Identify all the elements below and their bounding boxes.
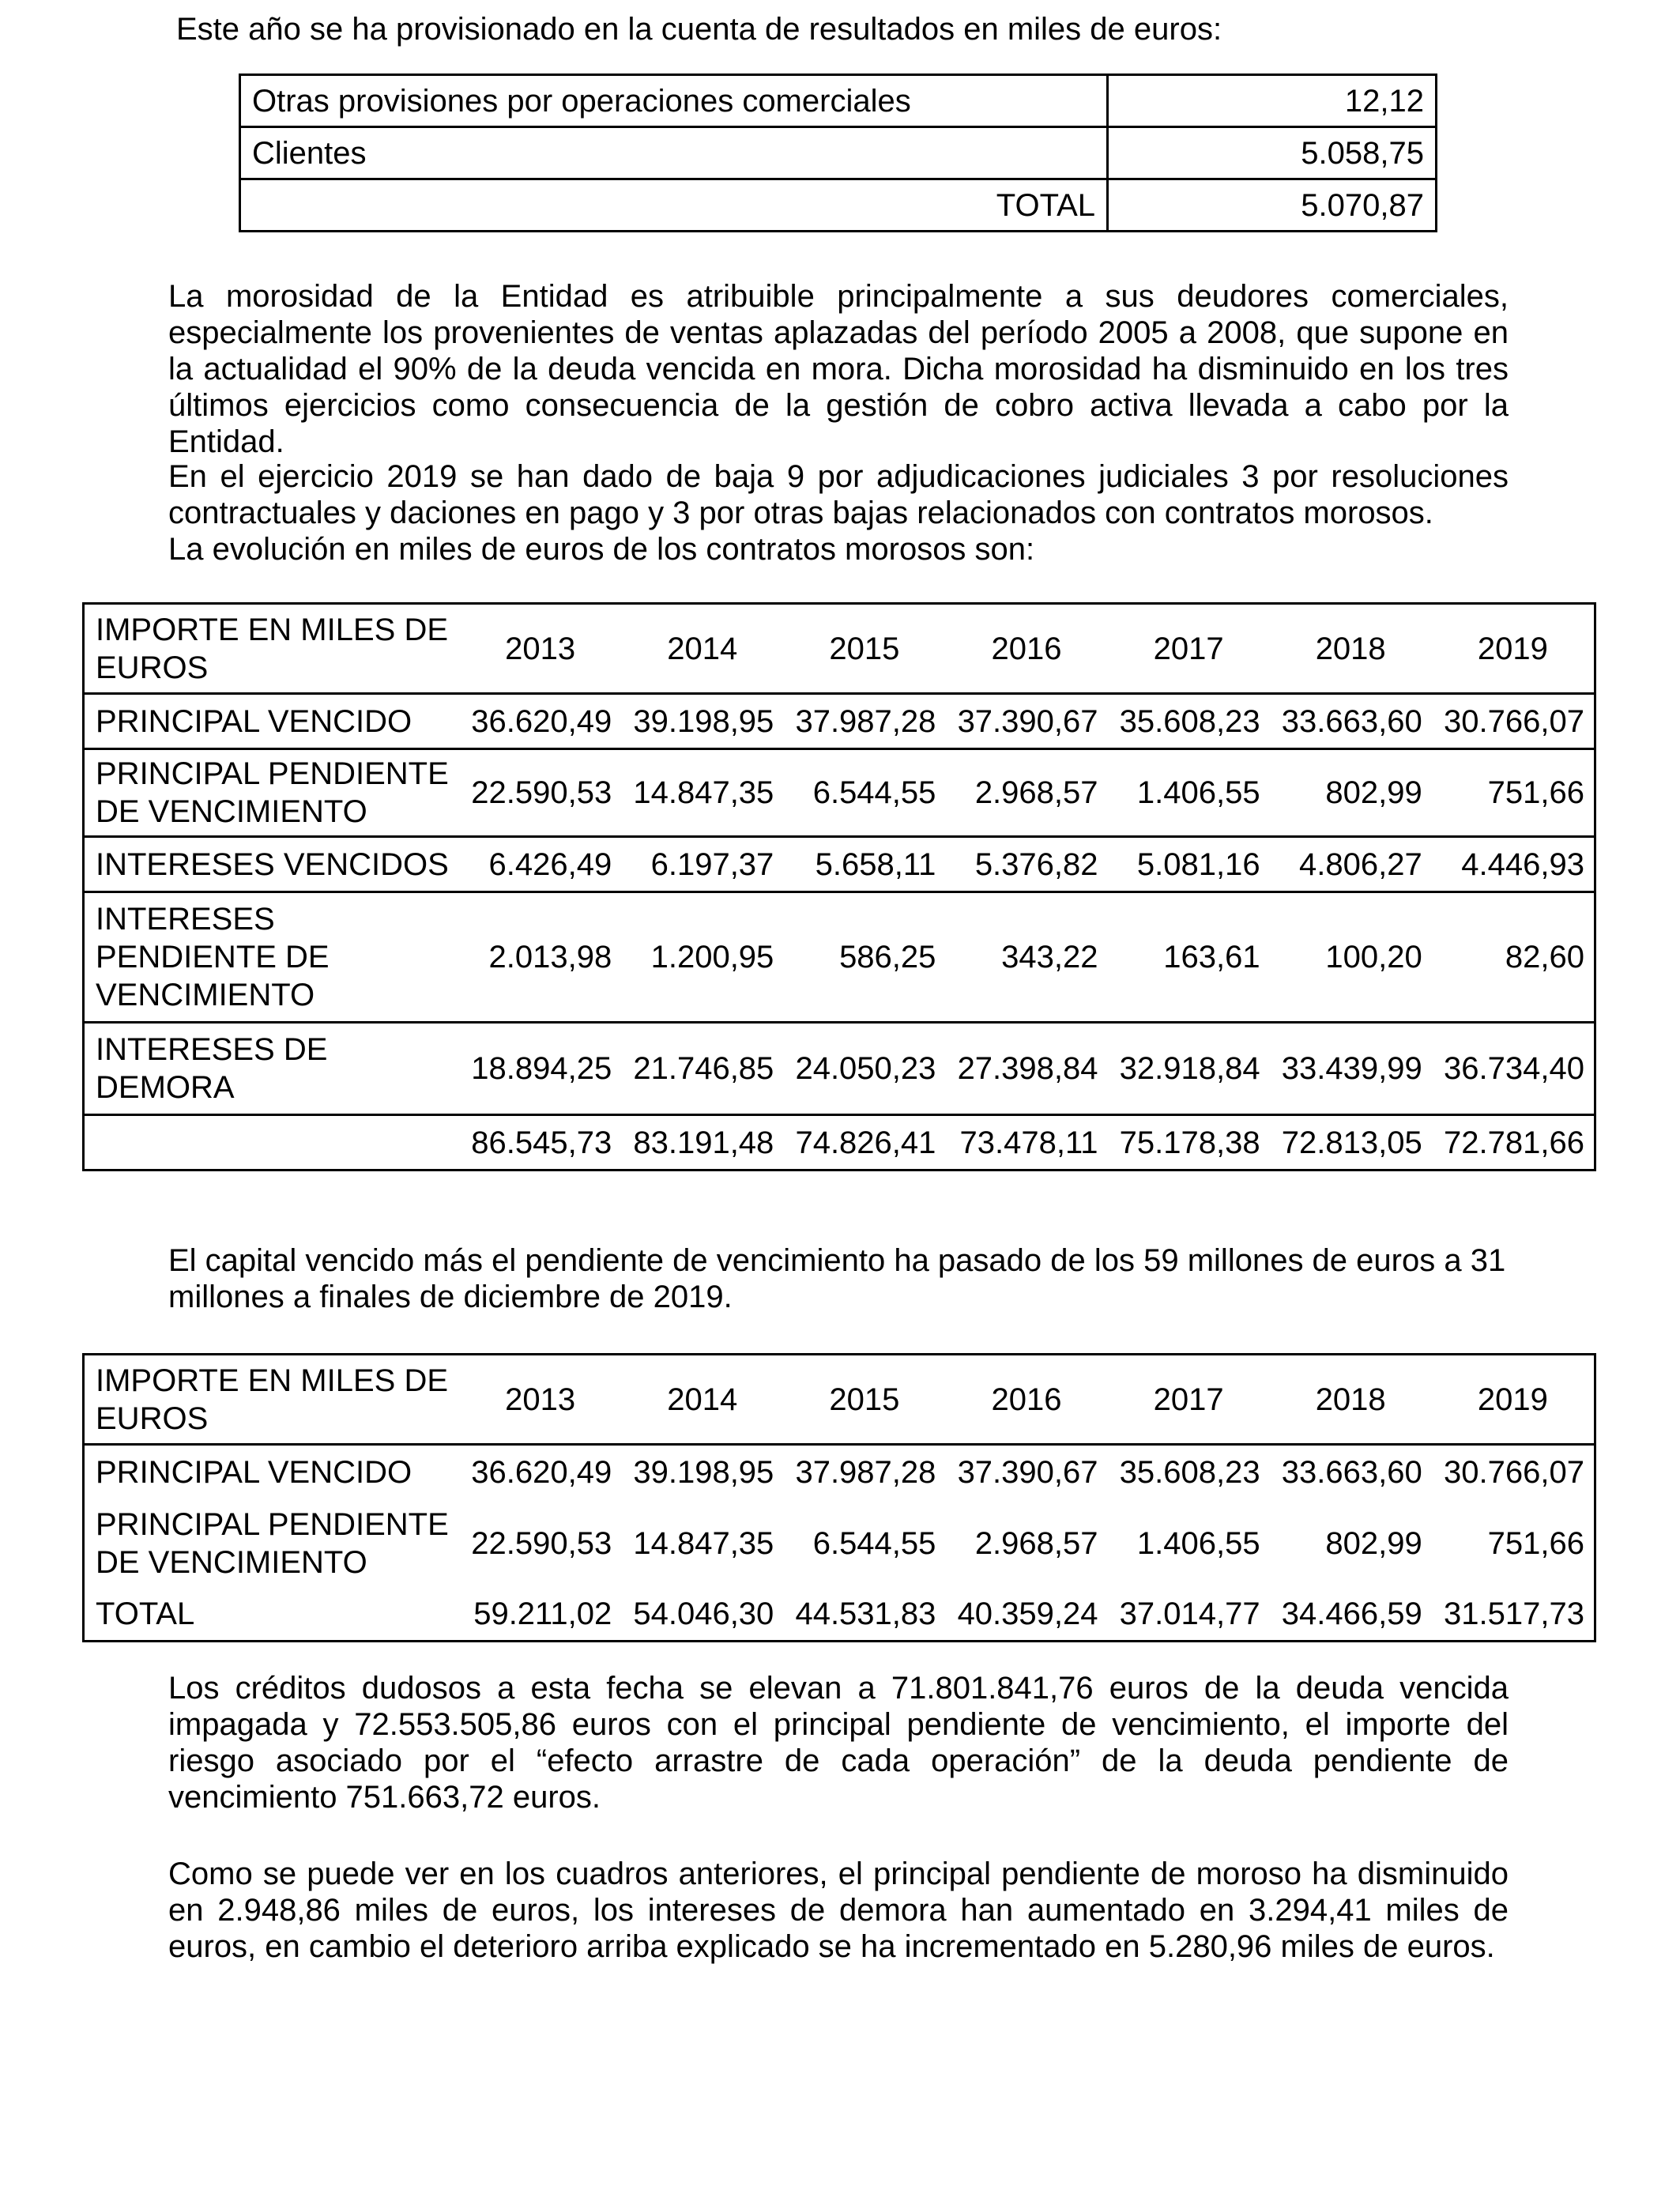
table-row bbox=[84, 1445, 1595, 1500]
cell-value: 30.766,07 bbox=[1444, 703, 1584, 739]
cell-value: 21.746,85 bbox=[633, 1051, 774, 1086]
cell-value: 74.826,41 bbox=[795, 1125, 936, 1160]
cell-value: 37.987,28 bbox=[795, 703, 936, 739]
row-label: INTERESES VENCIDOS bbox=[96, 846, 449, 882]
year-header: 2018 bbox=[1315, 1382, 1386, 1417]
cell-value: 44.531,83 bbox=[795, 1596, 936, 1631]
table-row bbox=[84, 1500, 1595, 1588]
provision-label: Otras provisiones por operaciones comerciales bbox=[240, 75, 1108, 127]
cell-value: 32.918,84 bbox=[1119, 1051, 1260, 1086]
cell-value: 4.446,93 bbox=[1461, 846, 1584, 882]
year-header: 2017 bbox=[1153, 1382, 1224, 1417]
cell-value: 24.050,23 bbox=[795, 1051, 936, 1086]
year-header: 2013 bbox=[505, 1382, 576, 1417]
cell-value: 14.847,35 bbox=[633, 1526, 774, 1561]
cell-value: 751,66 bbox=[1487, 775, 1584, 810]
cell-value: 163,61 bbox=[1163, 940, 1260, 974]
year-header: 2019 bbox=[1477, 1382, 1548, 1417]
cell-value: 75.178,38 bbox=[1119, 1125, 1260, 1160]
paragraph-bajas: En el ejercicio 2019 se han dado de baja 9 por adjudicaciones judiciales 3 por resoluciones contractuales y daciones en pago y 3 por otras bajas relacionados con contratos morosos. bbox=[168, 459, 1509, 530]
cell-value: 72.813,05 bbox=[1281, 1125, 1422, 1160]
cell-value: 22.590,53 bbox=[471, 775, 612, 810]
table-header-row bbox=[84, 604, 1595, 694]
row-label: INTERESES DE DEMORA bbox=[96, 1032, 328, 1105]
cell-value: 4.806,27 bbox=[1299, 846, 1422, 882]
cell-value: 37.987,28 bbox=[795, 1455, 936, 1491]
cell-value: 802,99 bbox=[1325, 775, 1422, 810]
cell-value: 5.081,16 bbox=[1136, 846, 1260, 882]
year-header: 2014 bbox=[667, 1382, 738, 1417]
cell-value: 1.406,55 bbox=[1136, 775, 1260, 810]
table-total-row bbox=[84, 1115, 1595, 1171]
cell-value: 39.198,95 bbox=[633, 703, 774, 739]
cell-value: 2.968,57 bbox=[974, 775, 1098, 810]
cell-value: 35.608,23 bbox=[1119, 1455, 1260, 1491]
cell-value: 30.766,07 bbox=[1444, 1455, 1584, 1491]
table-row bbox=[84, 892, 1595, 1023]
cell-value: 18.894,25 bbox=[471, 1051, 612, 1086]
intro-text: Este año se ha provisionado en la cuenta de resultados en miles de euros: bbox=[176, 12, 1222, 47]
paragraph-capital: El capital vencido más el pendiente de vencimiento ha pasado de los 59 millones de euros a 31 millones a finales de diciembre de 2019. bbox=[168, 1243, 1506, 1314]
year-header: 2016 bbox=[991, 631, 1062, 666]
provision-value: 12,12 bbox=[1108, 75, 1437, 127]
cell-value: 802,99 bbox=[1325, 1526, 1422, 1561]
table-row bbox=[84, 749, 1595, 837]
paragraph-conclusion: Como se puede ver en los cuadros anteriores, el principal pendiente de moroso ha disminuido en 2.948,86 miles de euros, los intereses de demora han aumentado en 3.294,41 miles de euros, en cambio el deterioro arriba explicado se ha incrementado en 5.280,96 miles de euros. bbox=[168, 1857, 1509, 1964]
cell-value: 343,22 bbox=[1001, 940, 1098, 974]
cell-value: 37.390,67 bbox=[957, 1455, 1098, 1491]
cell-value: 1.406,55 bbox=[1136, 1526, 1260, 1561]
cell-value: 751,66 bbox=[1487, 1526, 1584, 1561]
year-header: 2014 bbox=[667, 631, 738, 666]
row-label: TOTAL bbox=[96, 1596, 195, 1631]
row-label: INTERESES PENDIENTE DE VENCIMIENTO bbox=[96, 902, 330, 1012]
cell-value: 33.663,60 bbox=[1281, 1455, 1422, 1491]
paragraph-evolucion: La evolución en miles de euros de los contratos morosos son: bbox=[168, 532, 1035, 567]
cell-value: 73.478,11 bbox=[959, 1125, 1098, 1160]
cell-value: 6.544,55 bbox=[812, 775, 936, 810]
capital-vencido-table bbox=[82, 1353, 1596, 1642]
cell-value: 59.211,02 bbox=[473, 1596, 612, 1631]
cell-value: 1.200,95 bbox=[650, 940, 774, 974]
row-label: PRINCIPAL PENDIENTE DE VENCIMIENTO bbox=[96, 1507, 449, 1580]
cell-value: 37.014,77 bbox=[1119, 1596, 1260, 1631]
year-header: 2015 bbox=[829, 1382, 900, 1417]
year-header: 2016 bbox=[991, 1382, 1062, 1417]
cell-value: 82,60 bbox=[1505, 940, 1584, 974]
cell-value: 86.545,73 bbox=[471, 1125, 612, 1160]
cell-value: 31.517,73 bbox=[1444, 1596, 1584, 1631]
header-label: IMPORTE EN MILES DE EUROS bbox=[96, 1363, 449, 1436]
cell-value: 5.658,11 bbox=[815, 846, 936, 882]
paragraph-morosidad: La morosidad de la Entidad es atribuible principalmente a sus deudores comerciales, especialmente los provenientes de ventas aplazadas del período 2005 a 2008, que supone en la actualidad el 90% de la deuda vencida en mora. Dicha morosidad ha disminuido en los tres últimos ejercicios como consecuencia de la gestión de cobro activa llevada a cabo por la Entidad. bbox=[168, 279, 1509, 459]
table-row bbox=[84, 1023, 1595, 1115]
table-row bbox=[84, 694, 1595, 749]
provisions-table bbox=[239, 74, 1437, 232]
table-header-row bbox=[84, 1355, 1595, 1445]
cell-value: 36.734,40 bbox=[1444, 1051, 1584, 1086]
cell-value: 37.390,67 bbox=[957, 703, 1098, 739]
row-label bbox=[84, 1115, 460, 1171]
table-row bbox=[240, 75, 1437, 127]
cell-value: 586,25 bbox=[839, 940, 936, 974]
row-label: PRINCIPAL VENCIDO bbox=[96, 703, 412, 739]
cell-value: 33.663,60 bbox=[1281, 703, 1422, 739]
cell-value: 5.376,82 bbox=[974, 846, 1098, 882]
table-total-row bbox=[84, 1588, 1595, 1642]
provision-total-label: TOTAL bbox=[240, 179, 1108, 232]
header-label: IMPORTE EN MILES DE EUROS bbox=[96, 612, 449, 685]
cell-value: 83.191,48 bbox=[633, 1125, 774, 1160]
cell-value: 35.608,23 bbox=[1119, 703, 1260, 739]
cell-value: 100,20 bbox=[1325, 940, 1422, 974]
year-header: 2013 bbox=[505, 631, 576, 666]
year-header: 2018 bbox=[1315, 631, 1386, 666]
cell-value: 2.013,98 bbox=[488, 940, 612, 974]
cell-value: 6.197,37 bbox=[650, 846, 774, 882]
paragraph-creditos-dudosos: Los créditos dudosos a esta fecha se elevan a 71.801.841,76 euros de la deuda vencida impagada y 72.553.505,86 euros con el principal pendiente de vencimiento, el importe del riesgo asociado por el “efecto arrastre de cada operación” de la deuda pendiente de vencimiento 751.663,72 euros. bbox=[168, 1671, 1509, 1815]
row-label: PRINCIPAL VENCIDO bbox=[96, 1455, 412, 1491]
year-header: 2019 bbox=[1477, 631, 1548, 666]
table-row bbox=[240, 179, 1437, 232]
cell-value: 72.781,66 bbox=[1444, 1125, 1584, 1160]
cell-value: 14.847,35 bbox=[633, 775, 774, 810]
cell-value: 33.439,99 bbox=[1281, 1051, 1422, 1086]
cell-value: 34.466,59 bbox=[1281, 1596, 1422, 1631]
table-row bbox=[240, 127, 1437, 179]
cell-value: 54.046,30 bbox=[633, 1596, 774, 1631]
cell-value: 39.198,95 bbox=[633, 1455, 774, 1491]
year-header: 2015 bbox=[829, 631, 900, 666]
cell-value: 40.359,24 bbox=[957, 1596, 1098, 1631]
provision-value: 5.058,75 bbox=[1108, 127, 1437, 179]
cell-value: 6.426,49 bbox=[488, 846, 612, 882]
contratos-morosos-table bbox=[82, 602, 1596, 1171]
year-header: 2017 bbox=[1153, 631, 1224, 666]
cell-value: 36.620,49 bbox=[471, 1455, 612, 1491]
row-label: PRINCIPAL PENDIENTE DE VENCIMIENTO bbox=[96, 756, 449, 829]
provision-total-value: 5.070,87 bbox=[1108, 179, 1437, 232]
cell-value: 2.968,57 bbox=[974, 1526, 1098, 1561]
table-row bbox=[84, 837, 1595, 892]
provision-label: Clientes bbox=[240, 127, 1108, 179]
cell-value: 36.620,49 bbox=[471, 703, 612, 739]
cell-value: 27.398,84 bbox=[957, 1051, 1098, 1086]
cell-value: 6.544,55 bbox=[812, 1526, 936, 1561]
cell-value: 22.590,53 bbox=[471, 1526, 612, 1561]
